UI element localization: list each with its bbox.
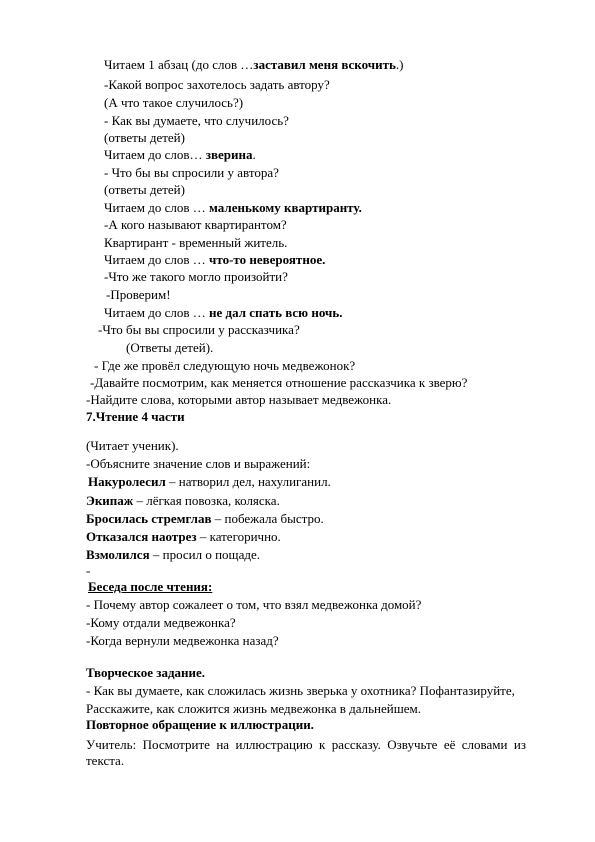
vocabulary-item xyxy=(88,474,331,489)
section-heading: Повторное обращение к иллюстрации. xyxy=(86,717,314,732)
vocabulary-term: Отказался наотрез xyxy=(86,529,197,544)
vocabulary-term: Экипаж xyxy=(86,493,134,508)
text-line xyxy=(104,200,362,215)
section-heading: Творческое задание. xyxy=(86,665,206,680)
line-text: Читаем 1 абзац (до слов … xyxy=(104,57,254,72)
vocabulary-term: Накуролесил xyxy=(88,474,166,489)
text-line: Расскажите, как сложится жизнь медвежонка в дальнейшем. xyxy=(86,701,421,716)
vocabulary-item xyxy=(86,529,281,544)
question-line: -Когда вернули медвежонка назад? xyxy=(86,633,279,648)
text-line: (ответы детей) xyxy=(104,130,185,145)
text-line: (ответы детей) xyxy=(104,182,185,197)
vocabulary-term: Взмолился xyxy=(86,547,150,562)
vocabulary-definition: – натворил дел, нахулиганил. xyxy=(165,474,331,489)
question-line: - Почему автор сожалеет о том, что взял медвежонка домой? xyxy=(86,597,422,612)
text-line: (Читает ученик). xyxy=(86,438,179,453)
vocabulary-definition: – лёгкая повозка, коляска. xyxy=(133,493,280,508)
text-line xyxy=(104,305,342,320)
text-line: -Объясните значение слов и выражений: xyxy=(86,456,311,471)
question-line: -А кого называют квартирантом? xyxy=(104,217,287,232)
text-line: Квартирант - временный житель. xyxy=(104,235,288,250)
vocabulary-definition: – просил о пощаде. xyxy=(149,547,260,562)
line-text: Читаем до слов … xyxy=(104,252,210,267)
question-line: - Где же провёл следующую ночь медвежонок? xyxy=(94,358,356,373)
text-line: текста. xyxy=(86,753,125,768)
text-line xyxy=(104,252,325,267)
text-line: (А что такое случилось?) xyxy=(104,95,244,110)
question-line: -Давайте посмотрим, как меняется отношение рассказчика к зверю? xyxy=(90,375,468,390)
question-line: -Какой вопрос захотелось задать автору? xyxy=(104,77,330,92)
text-line xyxy=(104,147,256,162)
text-line: (Ответы детей). xyxy=(126,340,214,355)
question-line: -Кому отдали медвежонка? xyxy=(86,615,236,630)
line-text: Читаем до слов… xyxy=(104,147,206,162)
question-line: -Что же такого могло произойти? xyxy=(104,269,288,284)
text-line: -Проверим! xyxy=(106,287,171,302)
vocabulary-definition: – побежала быстро. xyxy=(211,511,324,526)
vocabulary-term: Бросилась стремглав xyxy=(86,511,212,526)
vocabulary-item xyxy=(86,511,324,526)
quoted-phrase: не дал спать всю ночь. xyxy=(209,305,343,320)
text-line xyxy=(104,57,403,72)
question-line: - Что бы вы спросили у автора? xyxy=(104,165,279,180)
question-line: -Что бы вы спросили у рассказчика? xyxy=(98,322,300,337)
teacher-instruction: Учитель: Посмотрите на иллюстрацию к рассказу. Озвучьте её словами из xyxy=(86,737,526,752)
quoted-phrase: что-то невероятное. xyxy=(209,252,326,267)
line-text: Читаем до слов … xyxy=(104,200,210,215)
vocabulary-definition: – категорично. xyxy=(196,529,281,544)
dash-line: - xyxy=(86,563,91,578)
vocabulary-item xyxy=(86,547,260,562)
quoted-phrase: заставил меня вскочить xyxy=(253,57,396,72)
quoted-phrase: зверина xyxy=(205,147,253,162)
line-text: . xyxy=(252,147,256,162)
question-line: - Как вы думаете, что случилось? xyxy=(104,113,289,128)
section-heading: Беседа после чтения: xyxy=(88,579,213,594)
question-line: - Как вы думаете, как сложилась жизнь зверька у охотника? Пофантазируйте, xyxy=(86,683,515,698)
quoted-phrase: маленькому квартиранту. xyxy=(209,200,362,215)
line-text: Читаем до слов … xyxy=(104,305,210,320)
line-text: .) xyxy=(395,57,404,72)
vocabulary-item xyxy=(86,493,280,508)
text-line: -Найдите слова, которыми автор называет медвежонка. xyxy=(86,392,392,407)
section-heading: 7.Чтение 4 части xyxy=(86,409,185,424)
